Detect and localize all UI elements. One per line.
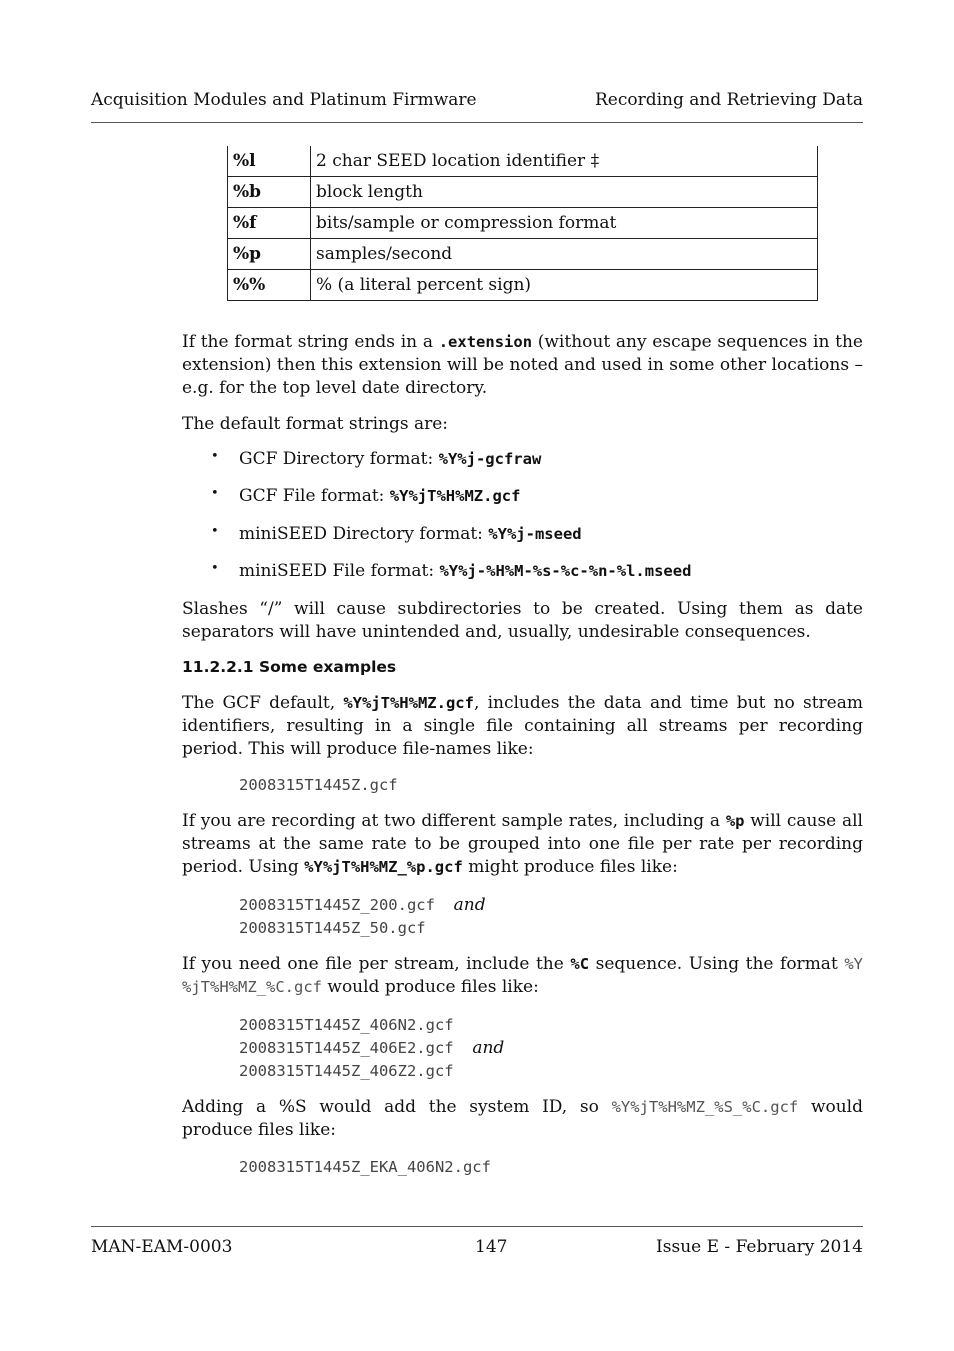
paragraph-text: If the format string ends in a [182, 332, 439, 352]
default-formats-intro: The default format strings are: [182, 414, 449, 434]
conjunction-text: and [472, 1038, 505, 1058]
paragraph-text: would produce files like: [321, 977, 539, 997]
example-filename: 2008315T1445Z_406Z2.gcf [239, 1062, 454, 1080]
footer-rule [91, 1226, 863, 1227]
inline-code: %Y%jT%H%MZ.gcf [343, 694, 474, 712]
bullet-icon: • [211, 449, 219, 464]
table-row [228, 177, 818, 208]
conjunction-text: and [453, 895, 486, 915]
paragraph-text: , includes the data and time but no stream identifiers, resulting in a single file containing all streams per recording period. This will produce file-names like: [182, 693, 863, 759]
list-item-label: miniSEED Directory format: [239, 524, 489, 544]
example-filename: 2008315T1445Z.gcf [239, 776, 398, 794]
table-cell-description: block length [311, 177, 818, 208]
table-cell-description: bits/sample or compression format [311, 208, 818, 239]
table-row [228, 146, 818, 177]
bullet-icon: • [211, 561, 219, 576]
paragraph-text: might produce files like: [462, 857, 678, 877]
example-filename-block [239, 1014, 504, 1083]
paragraph-text: The GCF default, [182, 693, 344, 713]
system-id-paragraph [182, 1096, 863, 1142]
issue-date: Issue E - February 2014 [656, 1237, 863, 1257]
sample-rate-paragraph [182, 810, 863, 879]
list-item-label: GCF File format: [239, 486, 390, 506]
paragraph-text: sequence. Using the format [589, 954, 845, 974]
paragraph-text: would produce files like: [182, 1097, 863, 1140]
inline-code: %Y%jT%H%MZ_%S_%C.gcf [611, 1098, 799, 1116]
inline-code: %C [570, 955, 590, 973]
inline-code: %p [725, 812, 745, 830]
bullet-icon: • [211, 524, 219, 539]
table-cell-code: %l [228, 146, 311, 177]
example-filename: 2008315T1445Z_406N2.gcf [239, 1016, 454, 1034]
paragraph-text: If you are recording at two different sample rates, including a [182, 811, 726, 831]
paragraph-text: If you need one file per stream, include the [182, 954, 571, 974]
format-codes-table [227, 146, 818, 301]
table-row [228, 270, 818, 301]
inline-code: .extension [438, 333, 533, 351]
inline-code: %Y%j-mseed [488, 525, 582, 543]
table-cell-code: %% [228, 270, 311, 301]
table-row [228, 208, 818, 239]
inline-code: %Y%jT%H%MZ_%p.gcf [304, 858, 463, 876]
example-filename: 2008315T1445Z_406E2.gcf [239, 1039, 454, 1057]
extension-paragraph [182, 331, 863, 400]
example-filename-block [239, 894, 486, 940]
inline-code: %Y [844, 955, 864, 973]
paragraph-text: will cause all streams at the same rate to be grouped into one file per rate per recording period. Using [182, 811, 863, 877]
table-cell-description: samples/second [311, 239, 818, 270]
example-filename: 2008315T1445Z_50.gcf [239, 919, 426, 937]
inline-code: %Y%jT%H%MZ.gcf [389, 487, 521, 505]
paragraph-text: Adding a %S would add the system ID, so [182, 1097, 612, 1117]
slashes-paragraph: Slashes “/” will cause subdirectories to be created. Using them as date separators will have unintended and, usually, undesirable consequences. [182, 599, 863, 642]
header-right-title: Recording and Retrieving Data [595, 90, 863, 110]
bullet-icon: • [211, 486, 219, 501]
per-stream-paragraph [182, 953, 863, 999]
page-number: 147 [475, 1237, 508, 1257]
gcf-default-paragraph [182, 692, 863, 761]
list-item-label: GCF Directory format: [239, 449, 439, 469]
table-cell-code: %p [228, 239, 311, 270]
section-heading: 11.2.2.1 Some examples [182, 658, 397, 676]
inline-code: %jT%H%MZ_%C.gcf [182, 978, 322, 996]
example-filename: 2008315T1445Z_200.gcf [239, 896, 435, 914]
document-id: MAN-EAM-0003 [91, 1237, 233, 1257]
example-filename: 2008315T1445Z_EKA_406N2.gcf [239, 1158, 491, 1176]
header-rule [91, 122, 863, 123]
header-left-title: Acquisition Modules and Platinum Firmware [91, 90, 477, 110]
inline-code: %Y%j-gcfraw [438, 450, 542, 468]
table-cell-code: %b [228, 177, 311, 208]
list-item-label: miniSEED File format: [239, 561, 440, 581]
table-row [228, 239, 818, 270]
table-cell-description: 2 char SEED location identifier ‡ [311, 146, 818, 177]
table-cell-description: % (a literal percent sign) [311, 270, 818, 301]
paragraph-text: (without any escape sequences in the extension) then this extension will be noted and used in some other locations – e.g. for the top level date directory. [182, 332, 863, 398]
table-cell-code: %f [228, 208, 311, 239]
inline-code: %Y%j-%H%M-%s-%c-%n-%l.mseed [439, 562, 692, 580]
